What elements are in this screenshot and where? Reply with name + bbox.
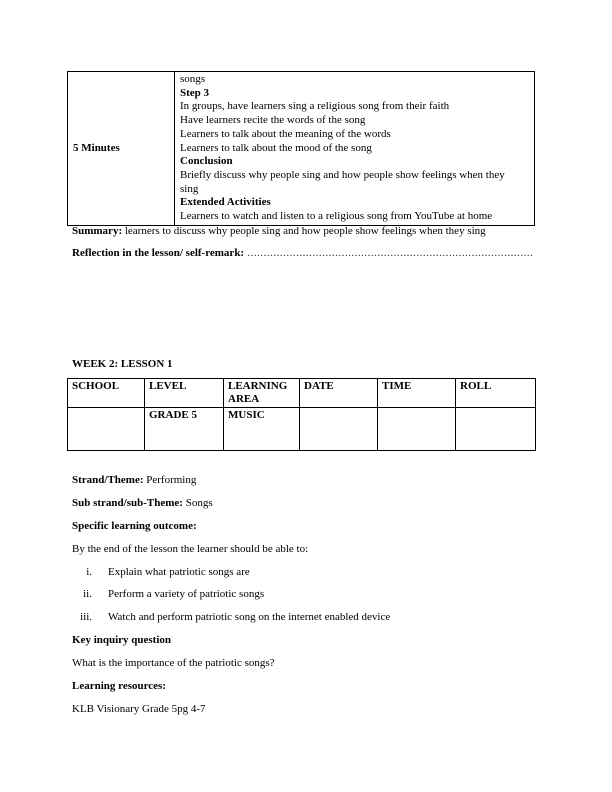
- sub-strand-label: Sub strand/sub-Theme:: [72, 497, 183, 509]
- value-school: [68, 408, 145, 451]
- lesson-steps-table: [67, 71, 535, 226]
- sub-strand-value: Songs: [182, 497, 213, 509]
- extended-activities-heading: Extended Activities: [180, 196, 271, 209]
- table-row: [68, 379, 536, 408]
- table-row: [68, 408, 536, 451]
- value-date: [300, 408, 378, 451]
- header-roll: ROLL: [456, 379, 536, 408]
- activity-line: In groups, have learners sing a religious song from their faith: [180, 100, 450, 113]
- strand-value: Performing: [143, 474, 197, 486]
- step-heading: Step 3: [180, 86, 210, 99]
- list-text: Perform a variety of patriotic songs: [108, 588, 265, 600]
- activity-line: songs: [180, 73, 206, 85]
- week-heading: WEEK 2: LESSON 1: [72, 358, 173, 370]
- activity-line: Learners to talk about the mood of the song: [180, 141, 372, 154]
- summary-text: learners to discuss why people sing and how people show feelings when they sing: [122, 225, 486, 237]
- lesson-info-table: [67, 378, 536, 451]
- header-school: SCHOOL: [68, 379, 145, 408]
- strand: [72, 474, 196, 486]
- header-level: LEVEL: [145, 379, 224, 408]
- activities-cell: [175, 72, 535, 226]
- list-number: ii.: [83, 588, 92, 600]
- value-roll: [456, 408, 536, 451]
- value-level: GRADE 5: [145, 408, 224, 451]
- activity-line: Have learners recite the words of the song: [180, 114, 366, 127]
- list-text: Explain what patriotic songs are: [108, 566, 250, 578]
- list-number: i.: [86, 566, 92, 578]
- list-text: Watch and perform patriotic song on the internet enabled device: [108, 611, 391, 623]
- activity-line: Learners to talk about the meaning of the words: [180, 127, 391, 140]
- conclusion-heading: Conclusion: [180, 155, 233, 168]
- summary-label: Summary:: [72, 225, 123, 237]
- reflection: [72, 247, 533, 259]
- resources-heading: Learning resources:: [72, 680, 166, 692]
- header-time: TIME: [378, 379, 456, 408]
- reflection-dots: ........................................................................................: [244, 247, 534, 259]
- key-inquiry-question: What is the importance of the patriotic songs?: [72, 657, 275, 669]
- sub-strand: [72, 497, 213, 509]
- strand-label: Strand/Theme:: [72, 474, 144, 486]
- summary: [72, 225, 486, 237]
- value-learning-area: MUSIC: [224, 408, 300, 451]
- activity-line: Learners to watch and listen to a religious song from YouTube at home: [180, 210, 493, 223]
- resources-text: KLB Visionary Grade 5pg 4-7: [72, 703, 206, 715]
- reflection-label: Reflection in the lesson/ self-remark:: [72, 247, 245, 259]
- list-number: iii.: [80, 611, 92, 623]
- header-date: DATE: [300, 379, 378, 408]
- value-time: [378, 408, 456, 451]
- activity-line: Briefly discuss why people sing and how people show feelings when they sing: [180, 168, 505, 195]
- outcome-intro: By the end of the lesson the learner should be able to:: [72, 543, 309, 555]
- key-inquiry-heading: Key inquiry question: [72, 634, 172, 646]
- time-cell: 5 Minutes: [68, 72, 175, 226]
- header-learning-area: LEARNING AREA: [224, 379, 300, 408]
- outcome-heading: Specific learning outcome:: [72, 520, 197, 532]
- table-row: [68, 72, 535, 226]
